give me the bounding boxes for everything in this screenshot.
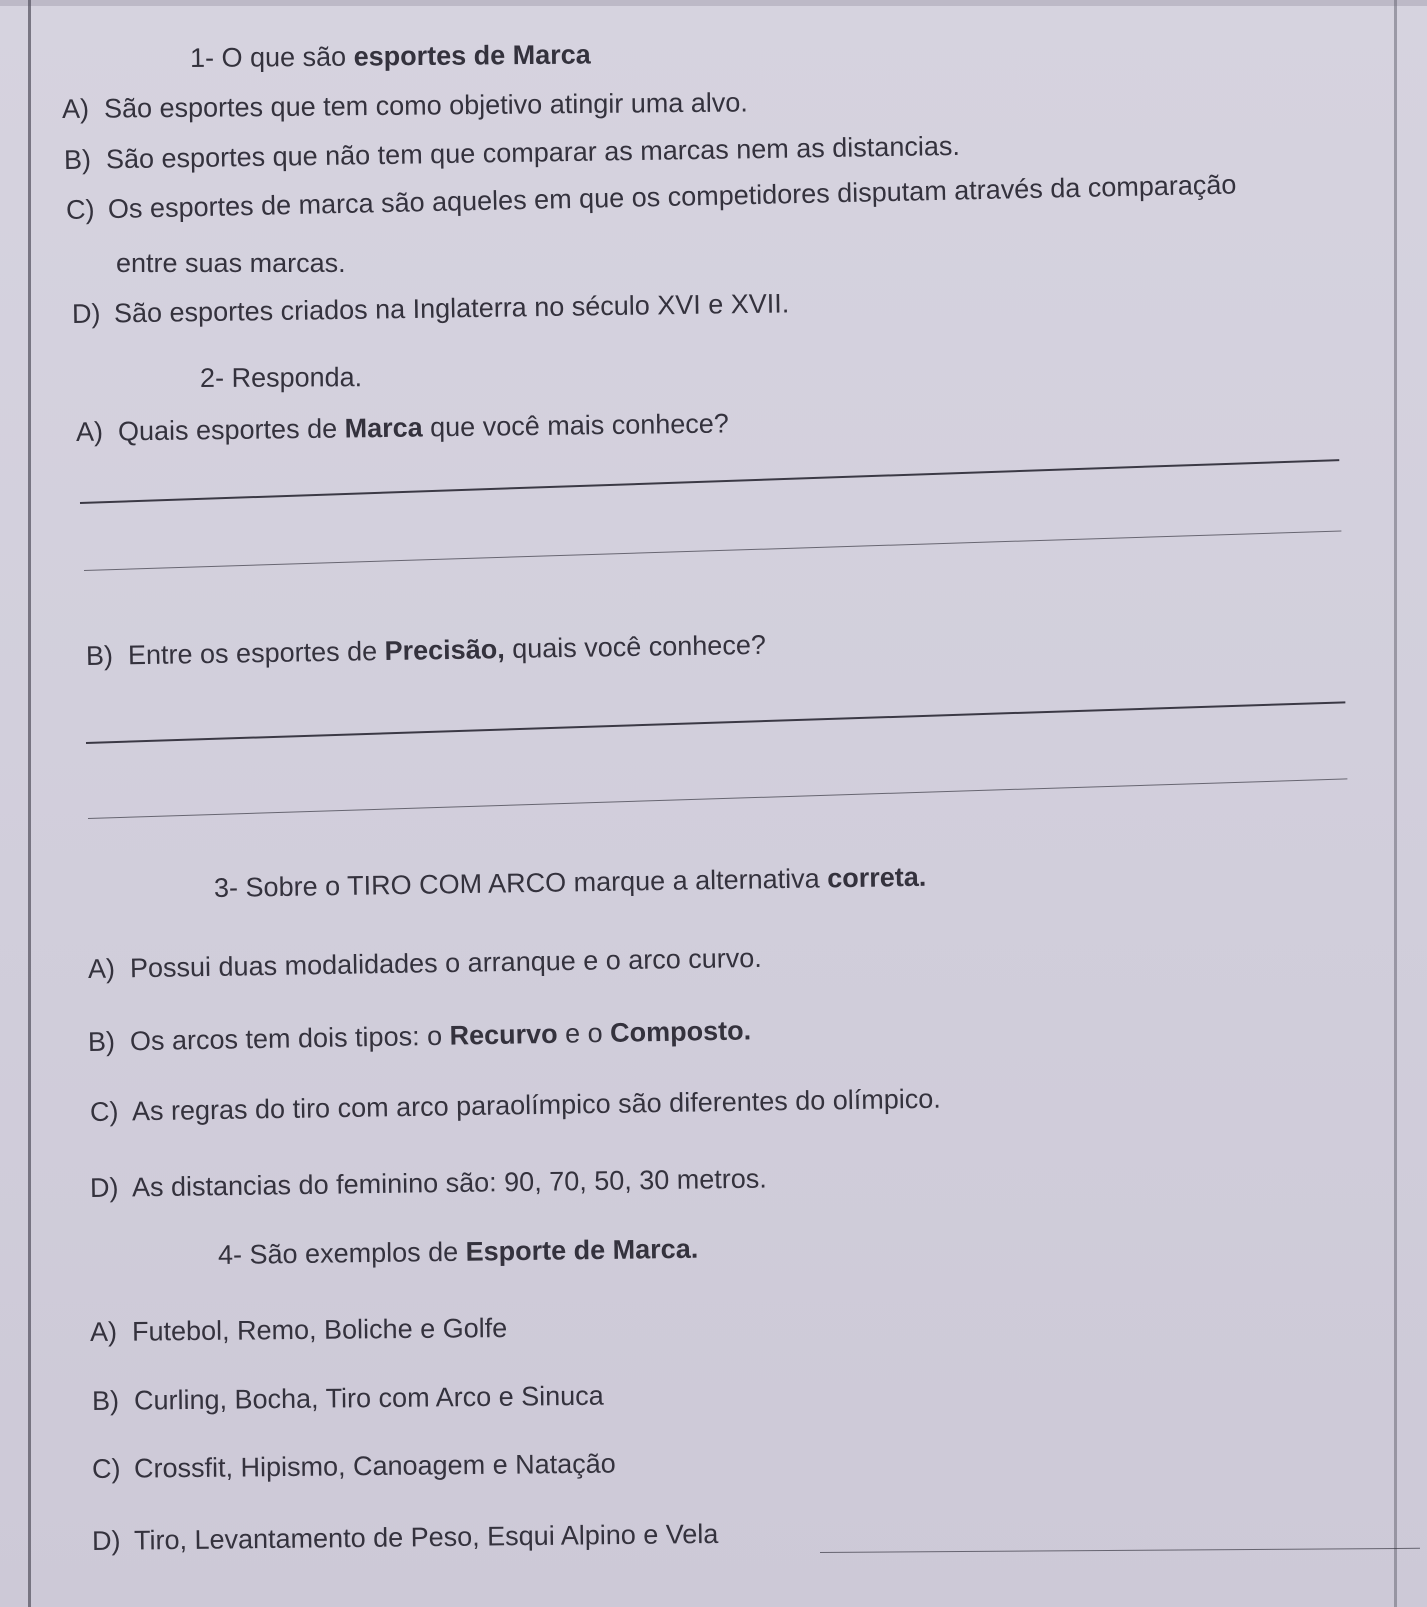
- q1-option-d-text: São esportes criados na Inglaterra no século XVI e XVII.: [113, 288, 790, 329]
- q1-option-a-letter: A): [61, 93, 90, 124]
- q4-option-d-letter: D): [91, 1525, 121, 1556]
- q2-part-a-text-end: que você mais conhece?: [422, 408, 730, 443]
- q4-option-b-letter: B): [91, 1385, 120, 1416]
- q3-title-text: Sobre o TIRO COM ARCO marque a alternativa: [245, 863, 828, 903]
- q3-option-b-bold-composto: Composto.: [609, 1015, 752, 1048]
- q2-a-answer-line-1: [80, 459, 1339, 504]
- q3-option-c-text: As regras do tiro com arco paraolímpico são diferentes do olímpico.: [131, 1083, 942, 1127]
- q4-option-c-text: Crossfit, Hipismo, Canoagem e Natação: [133, 1448, 616, 1484]
- q1-number: 1-: [189, 42, 215, 73]
- q3-option-d-letter: D): [89, 1172, 119, 1203]
- q1-option-a-text: São esportes que tem como objetivo atingir uma alvo.: [103, 87, 748, 124]
- q1-option-d: [72, 287, 790, 330]
- q3-number: 3-: [213, 872, 239, 903]
- q2-title: [200, 361, 362, 394]
- q1-option-a: [62, 86, 748, 125]
- q1-title-bold: esportes de Marca: [353, 39, 591, 72]
- q4-title-text: São exemplos de: [249, 1236, 466, 1270]
- q1-option-c: [66, 168, 1237, 226]
- q3-option-a: [88, 942, 762, 985]
- q1-option-b-letter: B): [63, 144, 92, 175]
- q2-b-answer-line-1: [86, 701, 1345, 744]
- q4-option-a-letter: A): [89, 1316, 118, 1347]
- q4-option-d-text: Tiro, Levantamento de Peso, Esqui Alpino e Vela: [133, 1518, 719, 1556]
- q4-option-a-text: Futebol, Remo, Boliche e Golfe: [131, 1312, 508, 1347]
- q2-a-answer-line-2: [84, 530, 1341, 571]
- q3-option-b-bold-recurvo: Recurvo: [449, 1018, 558, 1051]
- q2-part-a-letter: A): [75, 416, 104, 447]
- q1-option-c-text-cont: entre suas marcas.: [116, 248, 346, 278]
- q3-option-c: [90, 1083, 941, 1128]
- page-top-edge: [0, 0, 1427, 6]
- q2-part-a-bold: Marca: [344, 412, 423, 444]
- q4-title-bold: Esporte de Marca.: [465, 1233, 699, 1267]
- q3-option-a-text: Possui duas modalidades o arranque e o arco curvo.: [129, 942, 763, 984]
- q3-option-b: [88, 1014, 752, 1058]
- q1-option-c-text: Os esportes de marca são aqueles em que os competidores disputam através da comparação: [107, 169, 1237, 225]
- q4-option-c-letter: C): [91, 1453, 121, 1484]
- q1-title-text: O que são: [221, 41, 354, 73]
- q3-option-d-text: As distancias do feminino são: 90, 70, 50, 30 metros.: [131, 1163, 768, 1203]
- q3-option-b-text-mid: e o: [557, 1017, 611, 1049]
- q2-part-a: [76, 407, 729, 448]
- q2-part-a-text: Quais esportes de: [117, 413, 345, 447]
- q1-title: [190, 39, 591, 74]
- page-right-edge: [1394, 0, 1397, 1607]
- q3-option-c-letter: C): [89, 1096, 119, 1127]
- q4-option-a: [90, 1312, 507, 1348]
- q1-option-b-text: São esportes que não tem que comparar as marcas nem as distancias.: [105, 130, 961, 175]
- q2-part-b-text: Entre os esportes de: [127, 636, 385, 671]
- q2-title-text: Responda.: [231, 362, 363, 393]
- q3-option-a-letter: A): [87, 953, 116, 984]
- q1-option-c-letter: C): [65, 194, 95, 225]
- q4-number: 4-: [217, 1239, 243, 1270]
- q2-part-b: [86, 629, 766, 672]
- q4-option-c: [92, 1448, 616, 1485]
- q1-option-d-letter: D): [71, 298, 101, 329]
- q1-option-c-continuation: [116, 247, 346, 279]
- q1-option-b: [64, 130, 960, 176]
- q4-option-b: [92, 1380, 604, 1417]
- q3-option-d: [90, 1163, 767, 1204]
- q2-number: 2-: [199, 362, 225, 393]
- q3-option-b-letter: B): [87, 1026, 116, 1057]
- q3-option-b-text: Os arcos tem dois tipos: o: [129, 1020, 450, 1057]
- q2-part-b-letter: B): [85, 640, 114, 671]
- q4-title: [218, 1233, 699, 1271]
- q3-title-bold: correta.: [826, 861, 927, 894]
- q4-option-d: [92, 1518, 719, 1557]
- page-left-edge: [28, 0, 31, 1607]
- q2-part-b-text-end: quais você conhece?: [504, 629, 767, 665]
- q3-title: [214, 861, 927, 904]
- bottom-rule: [820, 1548, 1420, 1553]
- q2-b-answer-line-2: [88, 778, 1347, 819]
- q4-option-b-text: Curling, Bocha, Tiro com Arco e Sinuca: [133, 1380, 604, 1416]
- q2-part-b-bold: Precisão,: [384, 634, 505, 667]
